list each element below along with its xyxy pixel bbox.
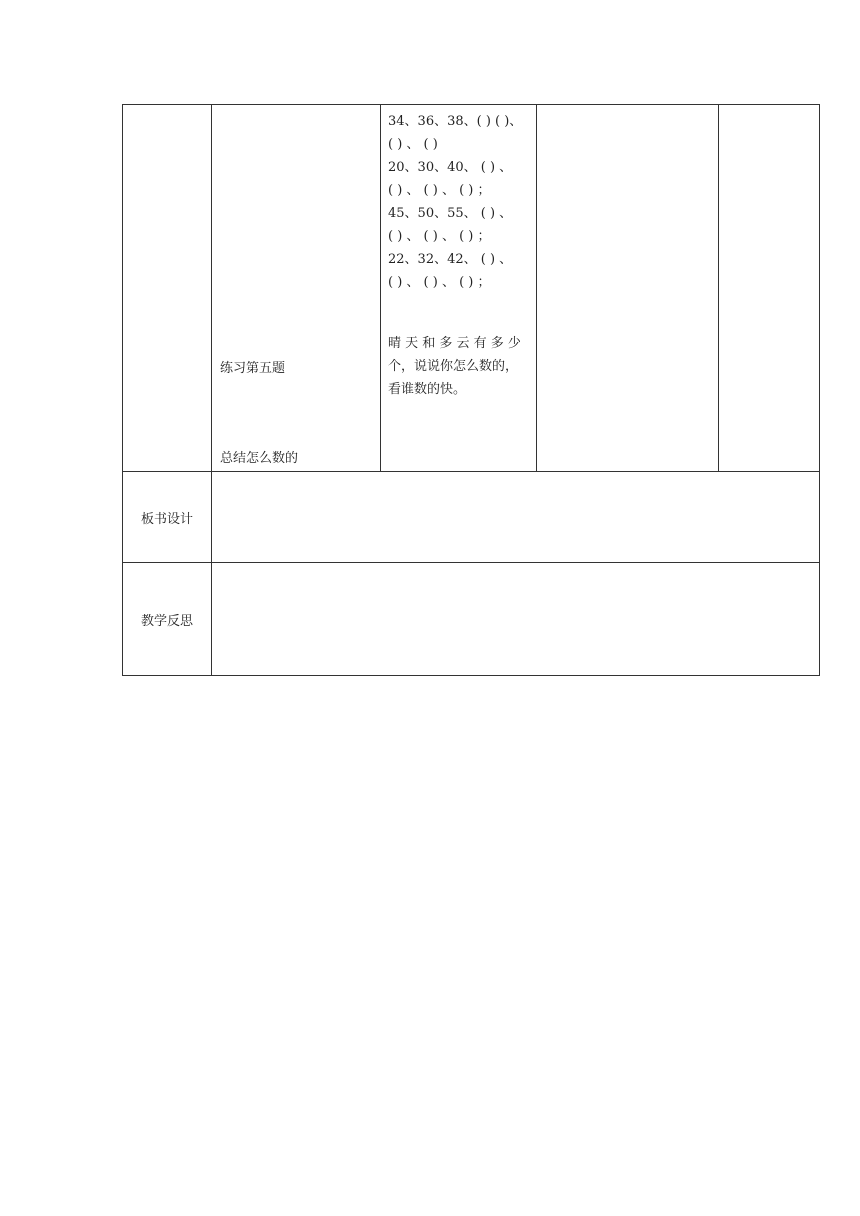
activity-cell	[212, 105, 381, 472]
question-line: 个，说说你怎么数的，	[388, 359, 519, 374]
sequence-line: ( ) 、 ( )	[388, 137, 438, 152]
activity-exercise-5: 练习第五题	[220, 361, 286, 376]
question-line: 看谁数的快。	[388, 382, 467, 397]
reflection-label: 教学反思	[123, 563, 212, 676]
empty-cell-student-activity	[537, 105, 719, 472]
sequence-line: 45、50、55、 ( ) 、	[388, 206, 513, 221]
counting-question	[388, 332, 530, 401]
empty-cell-stage	[123, 105, 212, 472]
question-line: 晴 天 和 多 云 有 多 少	[388, 336, 521, 351]
sequence-exercises	[388, 110, 530, 294]
board-design-label: 板书设计	[123, 472, 212, 563]
reflection-content	[212, 563, 820, 676]
content-cell	[381, 105, 537, 472]
activity-summary: 总结怎么数的	[220, 451, 299, 466]
lesson-row-board-design	[123, 472, 820, 563]
lesson-row-reflection	[123, 563, 820, 676]
sequence-line: ( ) 、 ( ) 、 ( ) ；	[388, 183, 491, 198]
sequence-line: 20、30、40、 ( ) 、	[388, 160, 513, 175]
board-design-content	[212, 472, 820, 563]
sequence-line: 34、36、38、( ) ( )、	[388, 114, 523, 129]
sequence-line: ( ) 、 ( ) 、 ( ) ；	[388, 229, 491, 244]
lesson-plan-table	[122, 104, 820, 676]
empty-cell-notes	[719, 105, 820, 472]
lesson-row-exercise	[123, 105, 820, 472]
sequence-line: 22、32、42、 ( ) 、	[388, 252, 513, 267]
sequence-line: ( ) 、 ( ) 、 ( ) ；	[388, 275, 491, 290]
